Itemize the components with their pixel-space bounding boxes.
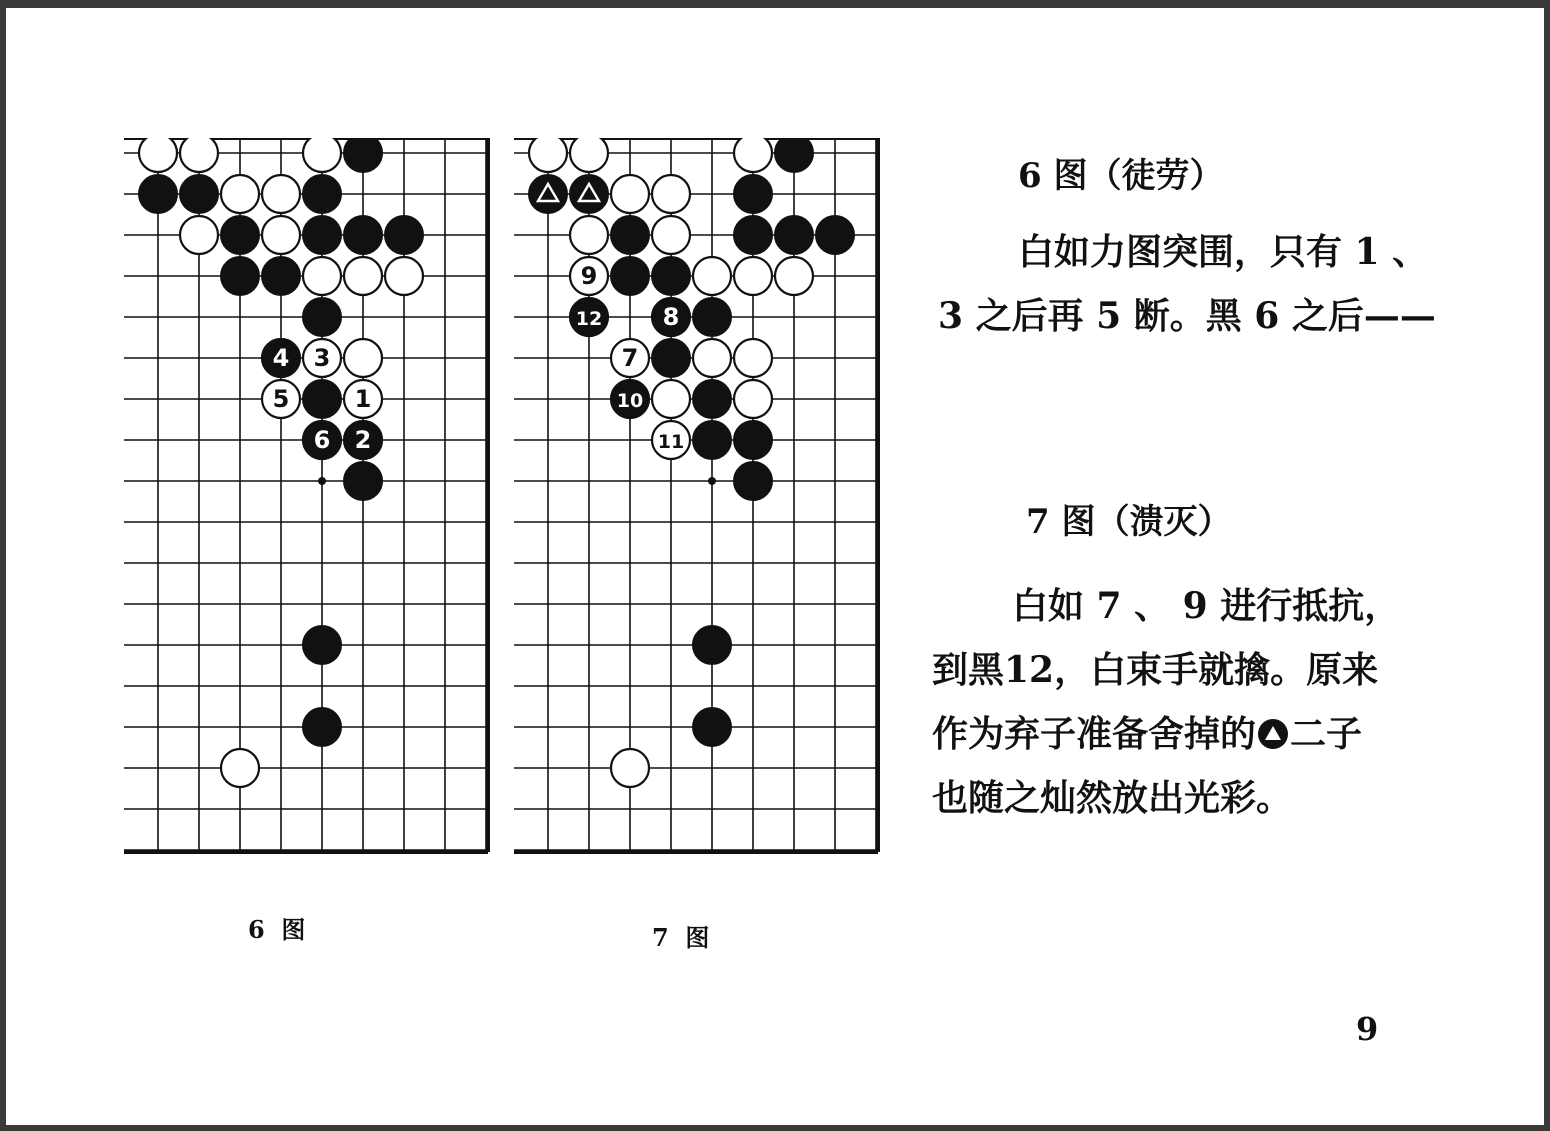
white-stone bbox=[652, 216, 690, 254]
black-stone bbox=[180, 175, 218, 213]
section-6-paragraph bbox=[938, 220, 1458, 348]
black-stone bbox=[344, 138, 382, 172]
black-stone bbox=[775, 138, 813, 172]
diagram-7-caption: 7 图 bbox=[652, 923, 710, 952]
white-stone bbox=[385, 257, 423, 295]
move-number-label: 9 bbox=[580, 262, 598, 290]
white-stone bbox=[775, 257, 813, 295]
marked-black-stone bbox=[529, 175, 567, 213]
section-7-line-2: 到黑12，白束手就擒。原来 bbox=[932, 649, 1379, 691]
black-stone bbox=[693, 708, 731, 746]
black-stone bbox=[693, 298, 731, 336]
black-stone bbox=[303, 298, 341, 336]
black-stone bbox=[344, 462, 382, 500]
move-number-label: 11 bbox=[657, 431, 685, 453]
black-stone bbox=[734, 216, 772, 254]
section-6-line-1: 白如力图突围，只有 1 、 bbox=[1018, 231, 1429, 273]
white-stone bbox=[652, 380, 690, 418]
black-stone bbox=[303, 216, 341, 254]
black-stone bbox=[693, 380, 731, 418]
page-number: 9 bbox=[1356, 1010, 1379, 1048]
move-number-label: 2 bbox=[354, 426, 372, 454]
black-stone bbox=[303, 380, 341, 418]
move-number-label: 10 bbox=[616, 390, 644, 412]
white-stone bbox=[221, 175, 259, 213]
star-point bbox=[318, 477, 326, 485]
white-stone bbox=[180, 216, 218, 254]
white-stone bbox=[303, 138, 341, 172]
section-6-line-2: 3 之后再 5 断。黑 6 之后—— bbox=[938, 295, 1436, 337]
section-6-heading: 6 图（徒劳） bbox=[1018, 156, 1224, 196]
diagram-6-caption: 6 图 bbox=[248, 915, 306, 944]
black-stone bbox=[734, 462, 772, 500]
move-number-label: 4 bbox=[272, 344, 290, 372]
black-stone bbox=[734, 175, 772, 213]
black-stone bbox=[344, 216, 382, 254]
white-stone bbox=[221, 749, 259, 787]
black-stone bbox=[303, 708, 341, 746]
move-number-label: 6 bbox=[313, 426, 331, 454]
move-number-label: 5 bbox=[272, 385, 290, 413]
white-stone bbox=[529, 138, 567, 172]
white-stone bbox=[303, 257, 341, 295]
star-point bbox=[708, 477, 716, 485]
section-7-line-3-end: 二子 bbox=[1290, 713, 1363, 755]
white-stone bbox=[139, 138, 177, 172]
section-7-line-1: 白如 7 、 9 进行抵抗， bbox=[1012, 585, 1401, 627]
black-stone bbox=[816, 216, 854, 254]
white-stone bbox=[262, 216, 300, 254]
black-stone bbox=[652, 339, 690, 377]
black-stone bbox=[221, 257, 259, 295]
section-7-line-3-start: 作为弃子准备舍掉的 bbox=[932, 713, 1257, 755]
white-stone bbox=[611, 749, 649, 787]
white-stone bbox=[180, 138, 218, 172]
section-7-paragraph bbox=[932, 574, 1462, 830]
white-stone bbox=[734, 138, 772, 172]
marked-black-stone bbox=[570, 175, 608, 213]
black-stone bbox=[611, 257, 649, 295]
section-7-line-4: 也随之灿然放出光彩。 bbox=[932, 777, 1293, 819]
black-stone bbox=[139, 175, 177, 213]
move-number-label: 7 bbox=[621, 344, 639, 372]
move-number-label: 3 bbox=[313, 344, 331, 372]
black-stone bbox=[303, 626, 341, 664]
white-stone bbox=[693, 257, 731, 295]
white-stone bbox=[262, 175, 300, 213]
white-stone bbox=[734, 380, 772, 418]
white-stone bbox=[570, 138, 608, 172]
black-stone bbox=[221, 216, 259, 254]
black-stone bbox=[734, 421, 772, 459]
white-stone bbox=[734, 339, 772, 377]
black-triangle-stone-icon bbox=[1258, 719, 1288, 749]
black-stone bbox=[652, 257, 690, 295]
white-stone bbox=[570, 216, 608, 254]
black-stone bbox=[693, 421, 731, 459]
go-diagram-6 bbox=[124, 138, 494, 908]
white-stone bbox=[693, 339, 731, 377]
black-stone bbox=[262, 257, 300, 295]
move-number-label: 12 bbox=[575, 308, 603, 330]
white-stone bbox=[734, 257, 772, 295]
section-7-line-3 bbox=[932, 702, 1462, 766]
black-stone bbox=[303, 175, 341, 213]
white-stone bbox=[344, 339, 382, 377]
book-page bbox=[6, 8, 1544, 1125]
black-stone bbox=[385, 216, 423, 254]
black-stone bbox=[775, 216, 813, 254]
move-number-label: 1 bbox=[354, 385, 372, 413]
move-number-label: 8 bbox=[662, 303, 680, 331]
black-stone bbox=[611, 216, 649, 254]
white-stone bbox=[652, 175, 690, 213]
white-stone bbox=[611, 175, 649, 213]
go-diagram-7 bbox=[514, 138, 884, 908]
section-7-heading: 7 图（溃灭） bbox=[1026, 502, 1232, 542]
white-stone bbox=[344, 257, 382, 295]
black-stone bbox=[693, 626, 731, 664]
